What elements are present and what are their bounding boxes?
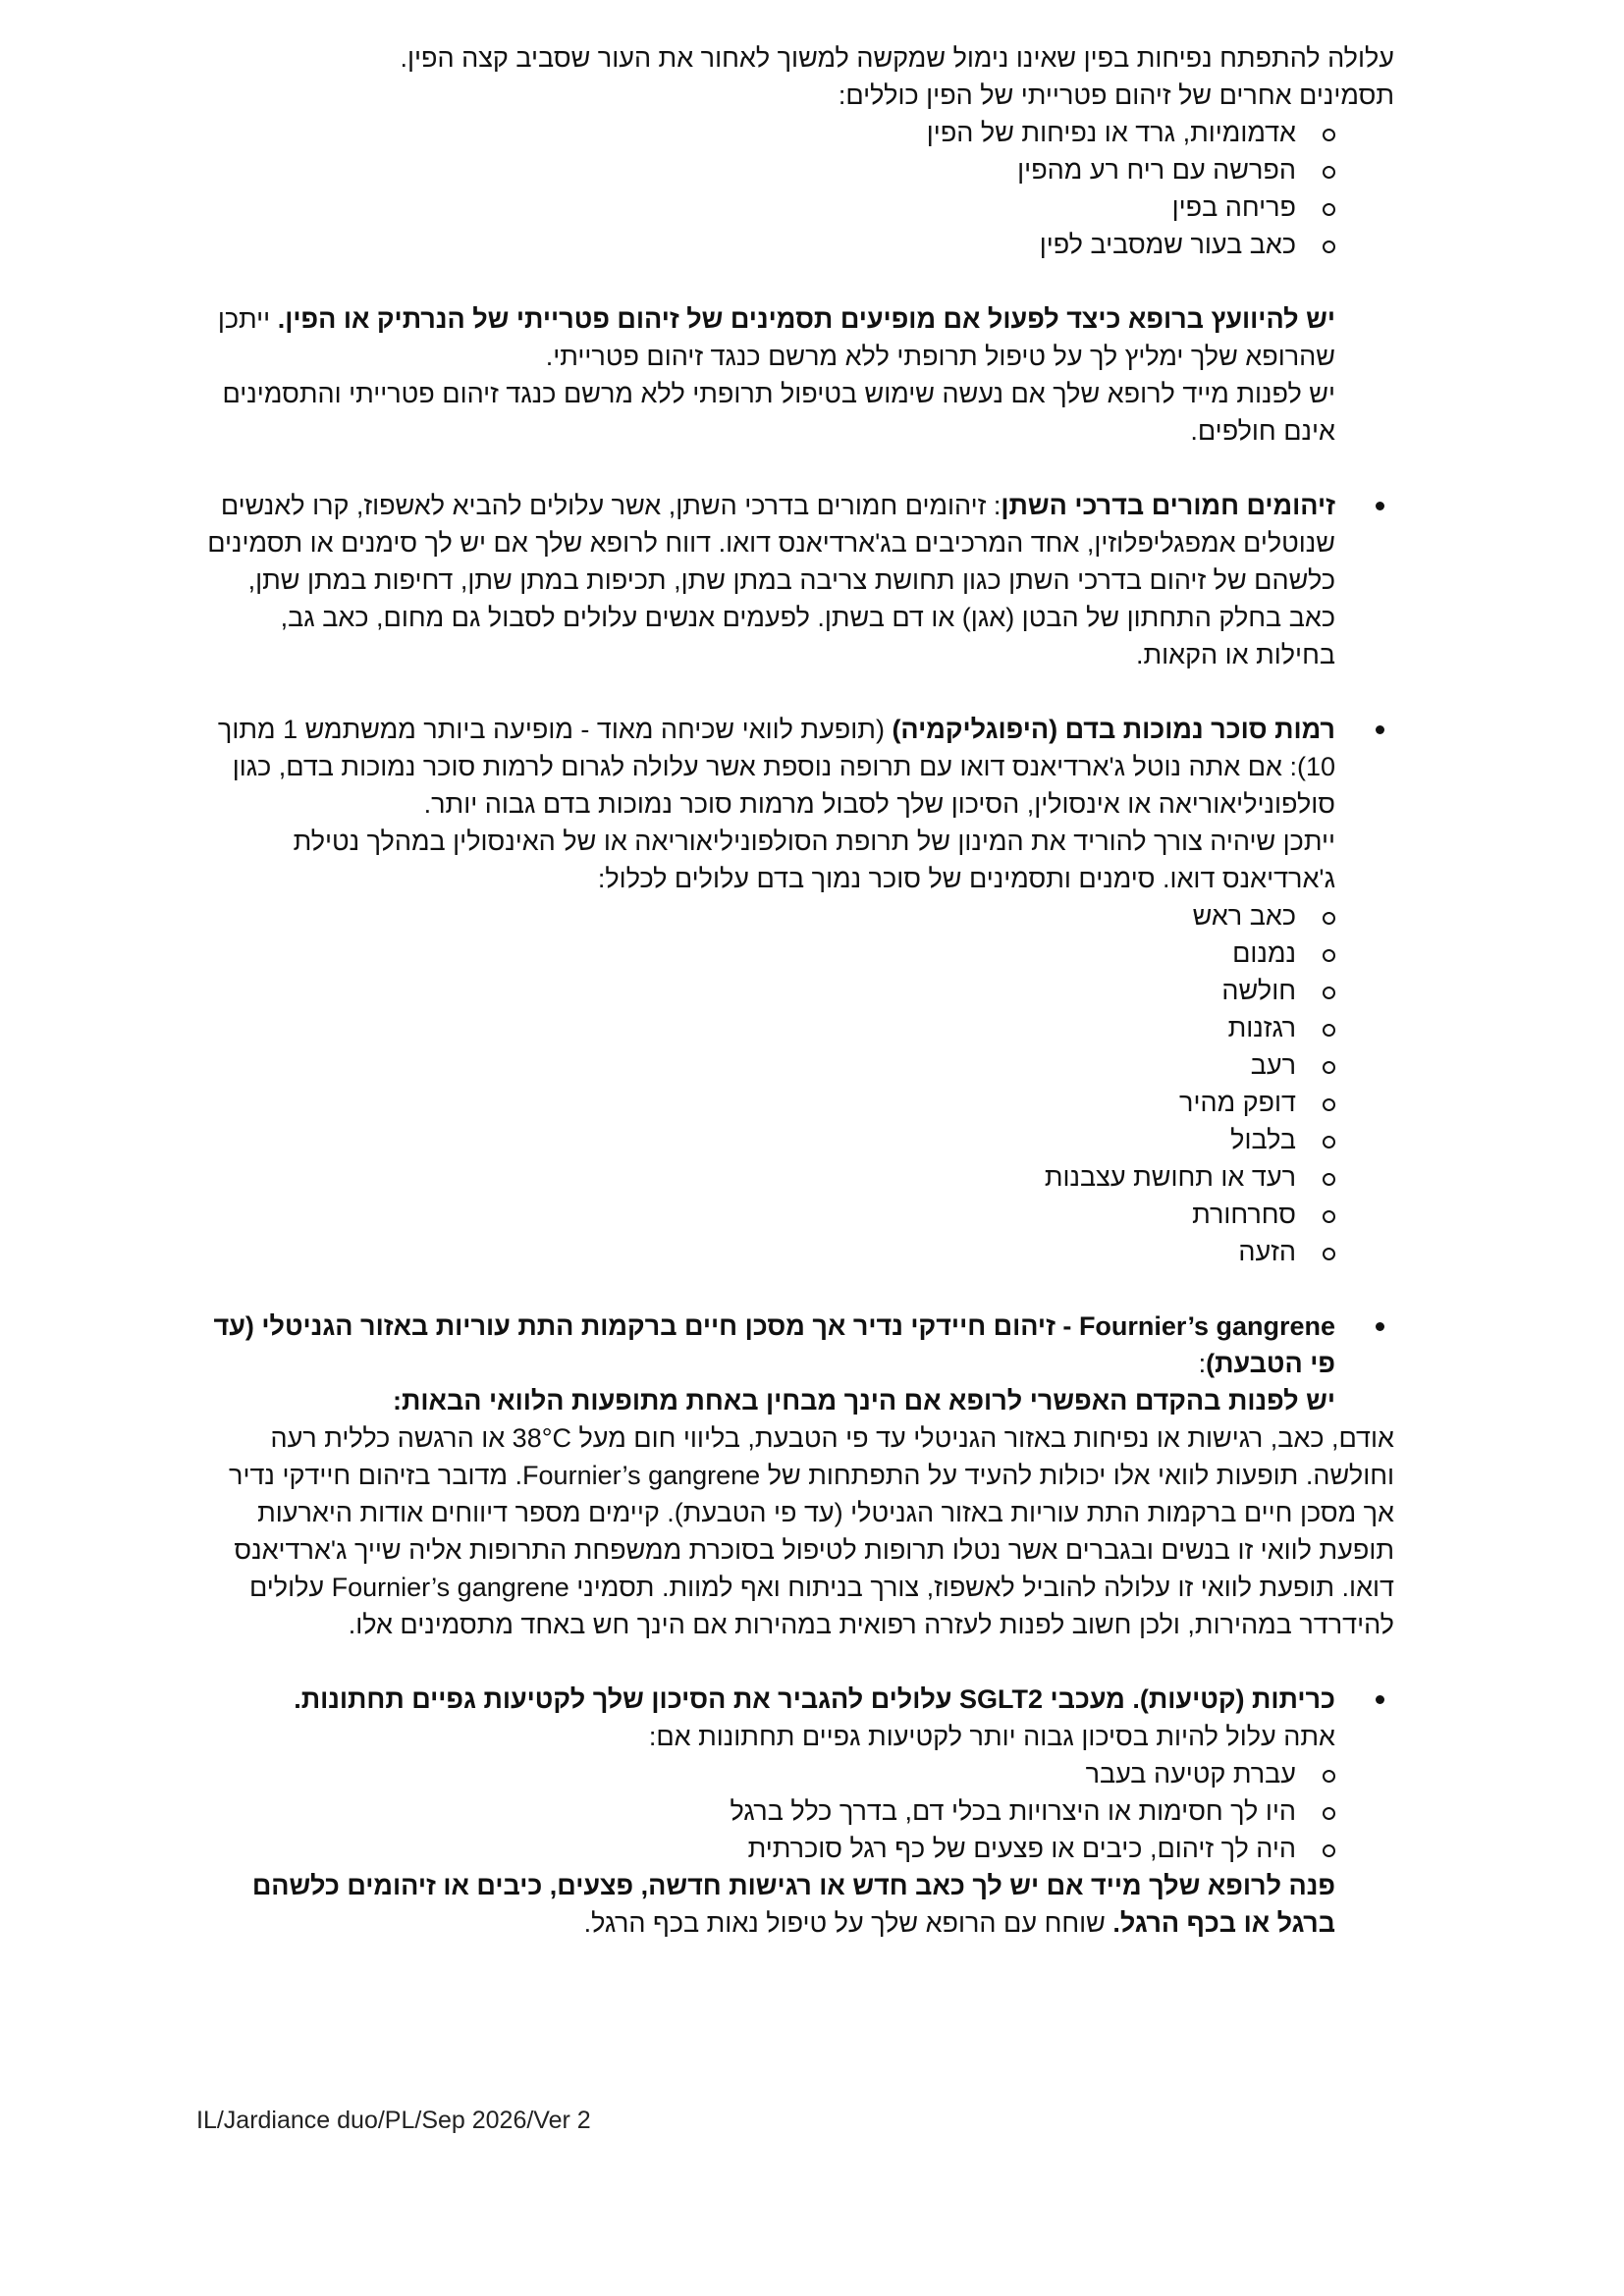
spacer [196, 673, 1394, 711]
uti-title: זיהומים חמורים בדרכי השתן [1001, 491, 1335, 520]
list-item: חולשה [196, 972, 1394, 1009]
list-item: רעד או תחושת עצבנות [196, 1158, 1394, 1196]
intro-line-2: תסמינים אחרים של זיהום פטרייתי של הפין כוללים: [838, 80, 1394, 110]
hypoglycemia-bullet-item [196, 711, 1394, 1270]
bullet-icon [1376, 502, 1384, 510]
hypoglycemia-symptom-list [196, 897, 1394, 1270]
fournier-title: Fournier’s gangrene - זיהום חיידקי נדיר אך מסכן חיים ברקמות התת עוריות באזור הגניטלי (עד פי הטבעת) [213, 1311, 1335, 1378]
penile-symptom-list [196, 114, 1394, 263]
bullet-icon [1376, 725, 1384, 734]
amputation-risk-list [196, 1755, 1394, 1867]
page-content [196, 39, 1394, 1942]
list-item: היו לך חסימות או היצרויות בכלי דם, בדרך כלל ברגל [196, 1792, 1394, 1830]
list-item: היה לך זיהום, כיבים או פצעים של כף רגל סוכרתית [196, 1830, 1394, 1867]
uti-text: : זיהומים חמורים בדרכי השתן, אשר עלולים להביא לאשפוז, קרו לאנשים שנוטלים אמפגליפלוזין, אחד המרכיבים בג'ארדיאנס דואו. דווח לרופא שלך אם יש לך סימנים או תסמינים כלשהם של זיהום בדרכי השתן כגון תחושת צריבה במתן שתן, תכיפות במתן שתן, דחיפות במתן שתן, כאב בחלק התחתון של הבטן (אגן) או דם בשתן. לפעמים אנשים עלולים לסבול גם מחום, כאב גב, בחילות או הקאות. [207, 491, 1335, 669]
amputation-advice-text: שוחח עם הרופא שלך על טיפול נאות בכף הרגל. [583, 1908, 1113, 1938]
list-item: בלבול [196, 1121, 1394, 1158]
list-item: עברת קטיעה בעבר [196, 1755, 1394, 1792]
fournier-bullet-item [196, 1308, 1394, 1643]
list-item: דופק מהיר [196, 1084, 1394, 1121]
spacer [196, 1270, 1394, 1308]
fournier-text: אודם, כאב, רגישות או נפיחות באזור הגניטלי עד פי הטבעת, בליווי חום מעל 38°C או הרגשה כללית רעה וחולשה. תופעות לוואי אלו יכולות להעיד על התפתחות של Fournier’s gangrene. מדובר בזיהום חיידקי נדיר אך מסכן חיים ברקמות התת עוריות באזור הגניטלי (עד פי הטבעת). קיימים מספר דיווחים אודות היארעות תופעת לוואי זו בנשים ובגברים אשר נטלו תרופות לטיפול בסוכרת ממשפחת התרופות אליה שייך ג'ארדיאנס דואו. תופעת לוואי זו עלולה להוביל לאשפוז, צורך בניתוח ואף למוות. תסמיני Fournier’s gangrene עלולים להידרדר במהירות, ולכן חשוב לפנות לעזרה רפואית במהירות אם הינך חש באחד מתסמינים אלו. [229, 1423, 1394, 1639]
amputation-advice-bold: פנה לרופא שלך מייד אם יש לך כאב חדש או רגישות חדשה, פצעים, כיבים או זיהומים כלשהם ברגל או בכף הרגל. [251, 1871, 1335, 1938]
list-item: כאב ראש [196, 897, 1394, 934]
fournier-title-tail: : [1198, 1349, 1207, 1378]
intro-section [196, 39, 1394, 450]
list-item: הזעה [196, 1233, 1394, 1270]
page-footer: IL/Jardiance duo/PL/Sep 2026/Ver 2 [196, 2107, 591, 2134]
uti-bullet-item [196, 487, 1394, 673]
list-item: הפרשה עם ריח רע מהפין [196, 151, 1394, 188]
fournier-advice: יש לפנות בהקדם האפשרי לרופא אם הינך מבחין באחת מתופעות הלוואי הבאות: [393, 1386, 1335, 1415]
list-item: רגזנות [196, 1009, 1394, 1046]
list-item: רעב [196, 1046, 1394, 1084]
bullet-icon [1376, 1695, 1384, 1704]
hypo-text: (תופעת לוואי שכיחה מאוד - מופיעה ביותר ממשתמש 1 מתוך 10): אם אתה נוטל ג'ארדיאנס דואו עם תרופה נוספת אשר עלולה לגרום לרמות סוכר נמוכות בדם, כגון סולפוניליאוריאה או אינסולין, הסיכון שלך לסבול מרמות סוכר נמוכות בדם גבוה יותר. [217, 715, 1335, 819]
amputation-bullet-item [196, 1681, 1394, 1942]
list-item: סחרחורת [196, 1196, 1394, 1233]
list-item: נמנום [196, 934, 1394, 972]
fungal-advice [196, 300, 1394, 450]
fungal-advice-text: ייתכן שהרופא שלך ימליץ לך על טיפול תרופתי ללא מרשם כנגד זיהום פטרייתי. [217, 304, 1335, 371]
list-item: אדמומיות, גרד או נפיחות של הפין [196, 114, 1394, 151]
fungal-advice-bold: יש להיוועץ ברופא כיצד לפעול אם מופיעים תסמינים של זיהום פטרייתי של הנרתיק או הפין. [277, 304, 1335, 334]
spacer [196, 450, 1394, 487]
amputation-text: אתה עלול להיות בסיכון גבוה יותר לקטיעות גפיים תחתונות אם: [648, 1722, 1335, 1751]
spacer [196, 1643, 1394, 1681]
intro-line-1: עלולה להתפתח נפיחות בפין שאינו נימול שמקשה למשוך לאחור את העור שסביב קצה הפין. [400, 43, 1394, 73]
list-item: כאב בעור שמסביב לפין [196, 226, 1394, 263]
spacer [196, 263, 1394, 300]
hypo-title: רמות סוכר נמוכות בדם (היפוגליקמיה) [892, 715, 1335, 744]
list-item: פריחה בפין [196, 188, 1394, 226]
hypo-text-2: ייתכן שיהיה צורך להוריד את המינון של תרופת הסולפוניליאוריאה או של האינסולין במהלך נטילת ג'ארדיאנס דואו. סימנים ותסמינים של סוכר נמוך בדם עלולים לכלול: [293, 827, 1335, 893]
fungal-advice-line-3: יש לפנות מייד לרופא שלך אם נעשה שימוש בטיפול תרופתי ללא מרשם כנגד זיהום פטרייתי והתסמינים אינם חולפים. [222, 379, 1335, 446]
amputation-title: כריתות (קטיעות). מעכבי SGLT2 עלולים להגביר את הסיכון שלך לקטיעות גפיים תחתונות. [294, 1684, 1335, 1714]
bullet-icon [1376, 1322, 1384, 1331]
